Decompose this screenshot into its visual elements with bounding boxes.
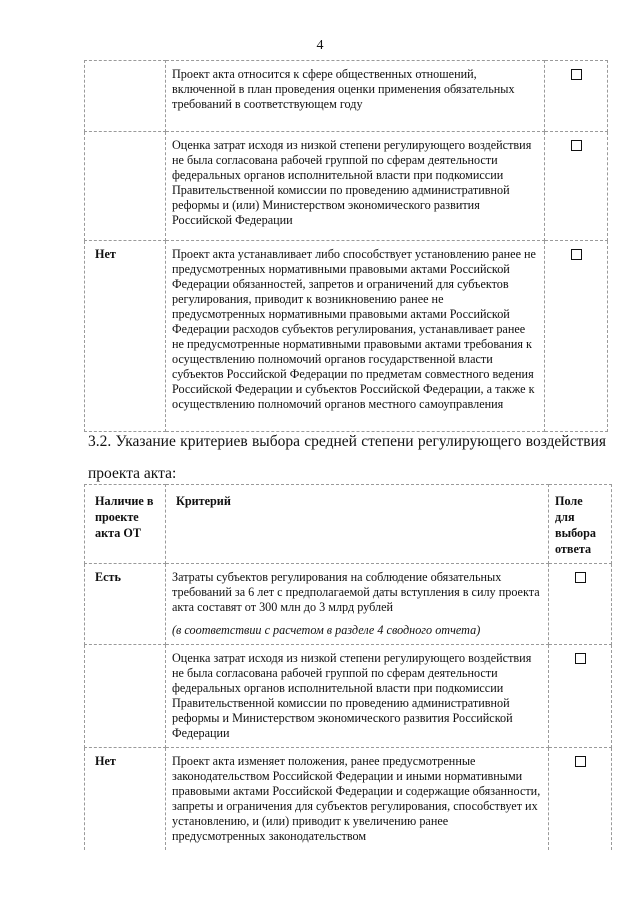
answer-cell[interactable] — [549, 748, 612, 851]
header-presence: Наличие в проекте акта ОТ — [85, 485, 166, 564]
answer-checkbox[interactable] — [575, 572, 586, 583]
answer-cell[interactable] — [545, 132, 608, 241]
answer-cell[interactable] — [549, 564, 612, 645]
answer-cell[interactable] — [545, 241, 608, 432]
header-answer-field: Поле для выбора ответа — [549, 485, 612, 564]
criterion-text: Проект акта изменяет положения, ранее предусмотренные законодательством Российской Федерации и иными нормативными правовыми актами Российской Федерации и содержащие обязанности, запреты и ограничения для субъектов регулирования, способствует их установлению, и (или) приводит к увеличению ранее предусмотренных законодательством — [166, 748, 549, 851]
answer-checkbox[interactable] — [571, 140, 582, 151]
table-header-row — [85, 485, 612, 564]
row-label — [85, 61, 166, 132]
answer-checkbox[interactable] — [575, 756, 586, 767]
answer-checkbox[interactable] — [571, 249, 582, 260]
row-label: Нет — [85, 748, 166, 851]
criterion-text: Затраты субъектов регулирования на соблюдение обязательных требований за 6 лет с предполагаемой даты вступления в силу проекта акта составят от 300 млн до 3 млрд рублей — [172, 570, 540, 614]
section-heading: 3.2. Указание критериев выбора средней степени регулирующего воздействия проекта акта: — [88, 433, 606, 482]
row-label: Нет — [85, 241, 166, 432]
criterion-text: Оценка затрат исходя из низкой степени регулирующего воздействия не была согласована рабочей группой по сферам деятельности федеральных органов исполнительной власти при подкомиссии Правительственной комиссии по проведению административной реформы и Министерством экономического развития Российской Федерации — [166, 645, 549, 748]
criterion-text: Оценка затрат исходя из низкой степени регулирующего воздействия не была согласована рабочей группой по сферам деятельности федеральных органов исполнительной власти при подкомиссии Правительственной комиссии по проведению административной реформы и (или) Министерством экономического развития Российской Федерации — [166, 132, 545, 241]
answer-checkbox[interactable] — [575, 653, 586, 664]
table-row — [85, 748, 612, 851]
criteria-table-low — [84, 60, 608, 432]
row-label — [85, 132, 166, 241]
table-row — [85, 61, 608, 132]
header-criterion: Критерий — [166, 485, 549, 564]
answer-cell[interactable] — [549, 645, 612, 748]
page-number: 4 — [316, 38, 324, 53]
table-row — [85, 132, 608, 241]
row-label: Есть — [85, 564, 166, 645]
criteria-table-medium — [84, 484, 612, 850]
answer-checkbox[interactable] — [571, 69, 582, 80]
criterion-text: Проект акта относится к сфере общественных отношений, включенной в план проведения оценки применения обязательных требований в соответствующем году — [166, 61, 545, 132]
criterion-text: Проект акта устанавливает либо способствует установлению ранее не предусмотренных нормативными правовыми актами Российской Федерации обязанностей, запретов и ограничений для субъектов регулирования, приводит к возникновению ранее не предусмотренных нормативными правовыми актами Российской Федерации расходов субъектов регулирования, устанавливает ранее не предусмотренные нормативными правовыми актами требования к осуществлению полномочий органов государственной власти субъектов Российской Федерации по предметам совместного ведения Российской Федерации и субъектов Российской Федерации, а также к осуществлению полномочий органов местного самоуправления — [166, 241, 545, 432]
table-row — [85, 564, 612, 645]
answer-cell[interactable] — [545, 61, 608, 132]
table-row — [85, 241, 608, 432]
row-label — [85, 645, 166, 748]
criterion-cell — [166, 564, 549, 645]
table-row — [85, 645, 612, 748]
criterion-note: (в соответствии с расчетом в разделе 4 сводного отчета) — [172, 623, 481, 637]
